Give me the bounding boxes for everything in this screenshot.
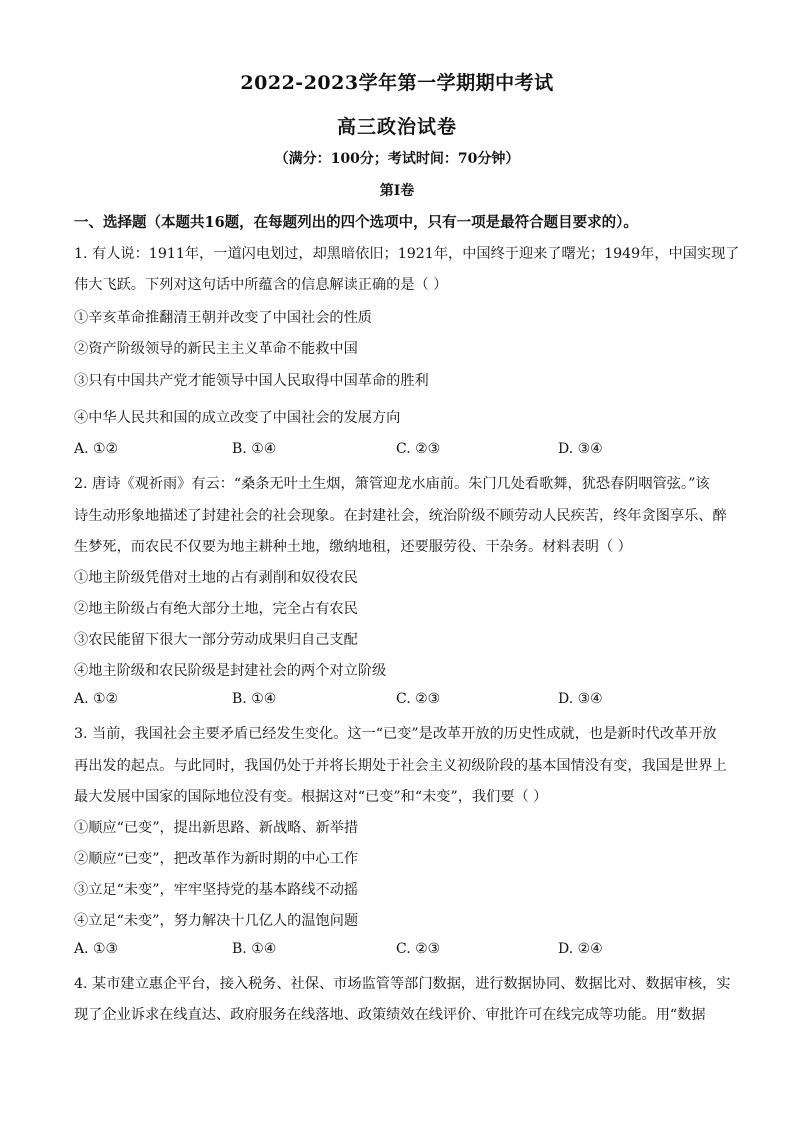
question-2-option-a[interactable]: A. ①② xyxy=(74,691,119,707)
exam-info: （满分：100分；考试时间：70分钟） xyxy=(274,151,520,167)
question-1-stem-line-2: 伟大飞跃。下列对这句话中所蕴含的信息解读正确的是（ ） xyxy=(74,277,448,293)
question-1-stem-line-1: 1. 有人说：1911年，一道闪电划过，却黑暗依旧；1921年，中国终于迎来了曙光；1949年，中国实现了 xyxy=(74,246,740,262)
question-2-statement-3: ③农民能留下很大一部分劳动成果归自己支配 xyxy=(74,632,358,648)
question-1-statement-1: ①辛亥革命推翻清王朝并改变了中国社会的性质 xyxy=(74,310,372,326)
question-3-stem-line-2: 再出发的起点。与此同时，我国仍处于并将长期处于社会主义初级阶段的基本国情没有变，我国是世界上 xyxy=(74,758,727,774)
question-3-statement-3: ③立足“未变”，牢牢坚持党的基本路线不动摇 xyxy=(74,882,359,898)
question-3-stem-line-1: 3. 当前，我国社会主要矛盾已经发生变化。这一“已变”是改革开放的历史性成就，也是新时代改革开放 xyxy=(74,726,717,742)
exam-title: 2022-2023学年第一学期期中考试 xyxy=(240,72,554,94)
question-1-statement-3: ③只有中国共产党才能领导中国人民取得中国革命的胜利 xyxy=(74,373,429,389)
question-3-statement-1: ①顺应“已变”，提出新思路、新战略、新举措 xyxy=(74,820,359,836)
question-2-option-b[interactable]: B. ①④ xyxy=(232,691,277,707)
question-3-statement-4: ④立足“未变”，努力解决十几亿人的温饱问题 xyxy=(74,913,359,929)
question-3-option-d[interactable]: D. ②④ xyxy=(558,941,603,957)
question-2-stem-line-3: 生梦死，而农民不仅要为地主耕种土地，缴纳地租，还要服劳役、干杂务。材料表明（ ） xyxy=(74,539,632,555)
question-3-option-a[interactable]: A. ①③ xyxy=(74,941,119,957)
question-2-statement-1: ①地主阶级凭借对土地的占有剥削和奴役农民 xyxy=(74,570,358,586)
question-3-statement-2: ②顺应“已变”，把改革作为新时期的中心工作 xyxy=(74,851,359,867)
question-2-option-c[interactable]: C. ②③ xyxy=(396,691,441,707)
question-2-statement-4: ④地主阶级和农民阶级是封建社会的两个对立阶级 xyxy=(74,663,387,679)
section-heading: 一、选择题（本题共16题，在每题列出的四个选项中，只有一项是最符合题目要求的）。 xyxy=(74,214,638,231)
question-2-stem-line-2: 诗生动形象地描述了封建社会的社会现象。在封建社会，统治阶级不顾劳动人民疾苦，终年贪图享乐、醉 xyxy=(74,508,727,524)
question-2-stem-line-1: 2. 唐诗《观祈雨》有云：“桑条无叶土生烟，箫管迎龙水庙前。朱门几处看歌舞，犹恐春阴咽管弦。”该 xyxy=(74,476,710,492)
question-3-option-c[interactable]: C. ②③ xyxy=(396,941,441,957)
question-2-option-d[interactable]: D. ③④ xyxy=(558,691,603,707)
question-1-option-b[interactable]: B. ①④ xyxy=(232,441,277,457)
question-1-option-d[interactable]: D. ③④ xyxy=(558,441,603,457)
question-1-statement-4: ④中华人民共和国的成立改变了中国社会的发展方向 xyxy=(74,410,401,426)
question-1-option-c[interactable]: C. ②③ xyxy=(396,441,441,457)
question-1-option-a[interactable]: A. ①② xyxy=(74,441,119,457)
question-4-stem-line-2: 现了企业诉求在线直达、政府服务在线落地、政策绩效在线评价、审批许可在线完成等功能。用“数据 xyxy=(74,1007,706,1023)
volume-label: 第I卷 xyxy=(379,183,415,199)
exam-subject-title: 高三政治试卷 xyxy=(336,116,457,138)
question-3-stem-line-3: 最大发展中国家的国际地位没有变。根据这对“已变”和“未变”，我们要（ ） xyxy=(74,789,548,805)
question-3-option-b[interactable]: B. ①④ xyxy=(232,941,277,957)
question-1-statement-2: ②资产阶级领导的新民主主义革命不能救中国 xyxy=(74,341,358,357)
question-4-stem-line-1: 4. 某市建立惠企平台，接入税务、社保、市场监管等部门数据，进行数据协同、数据比对、数据审核，实 xyxy=(74,976,731,992)
question-2-statement-2: ②地主阶级占有绝大部分土地，完全占有农民 xyxy=(74,601,358,617)
